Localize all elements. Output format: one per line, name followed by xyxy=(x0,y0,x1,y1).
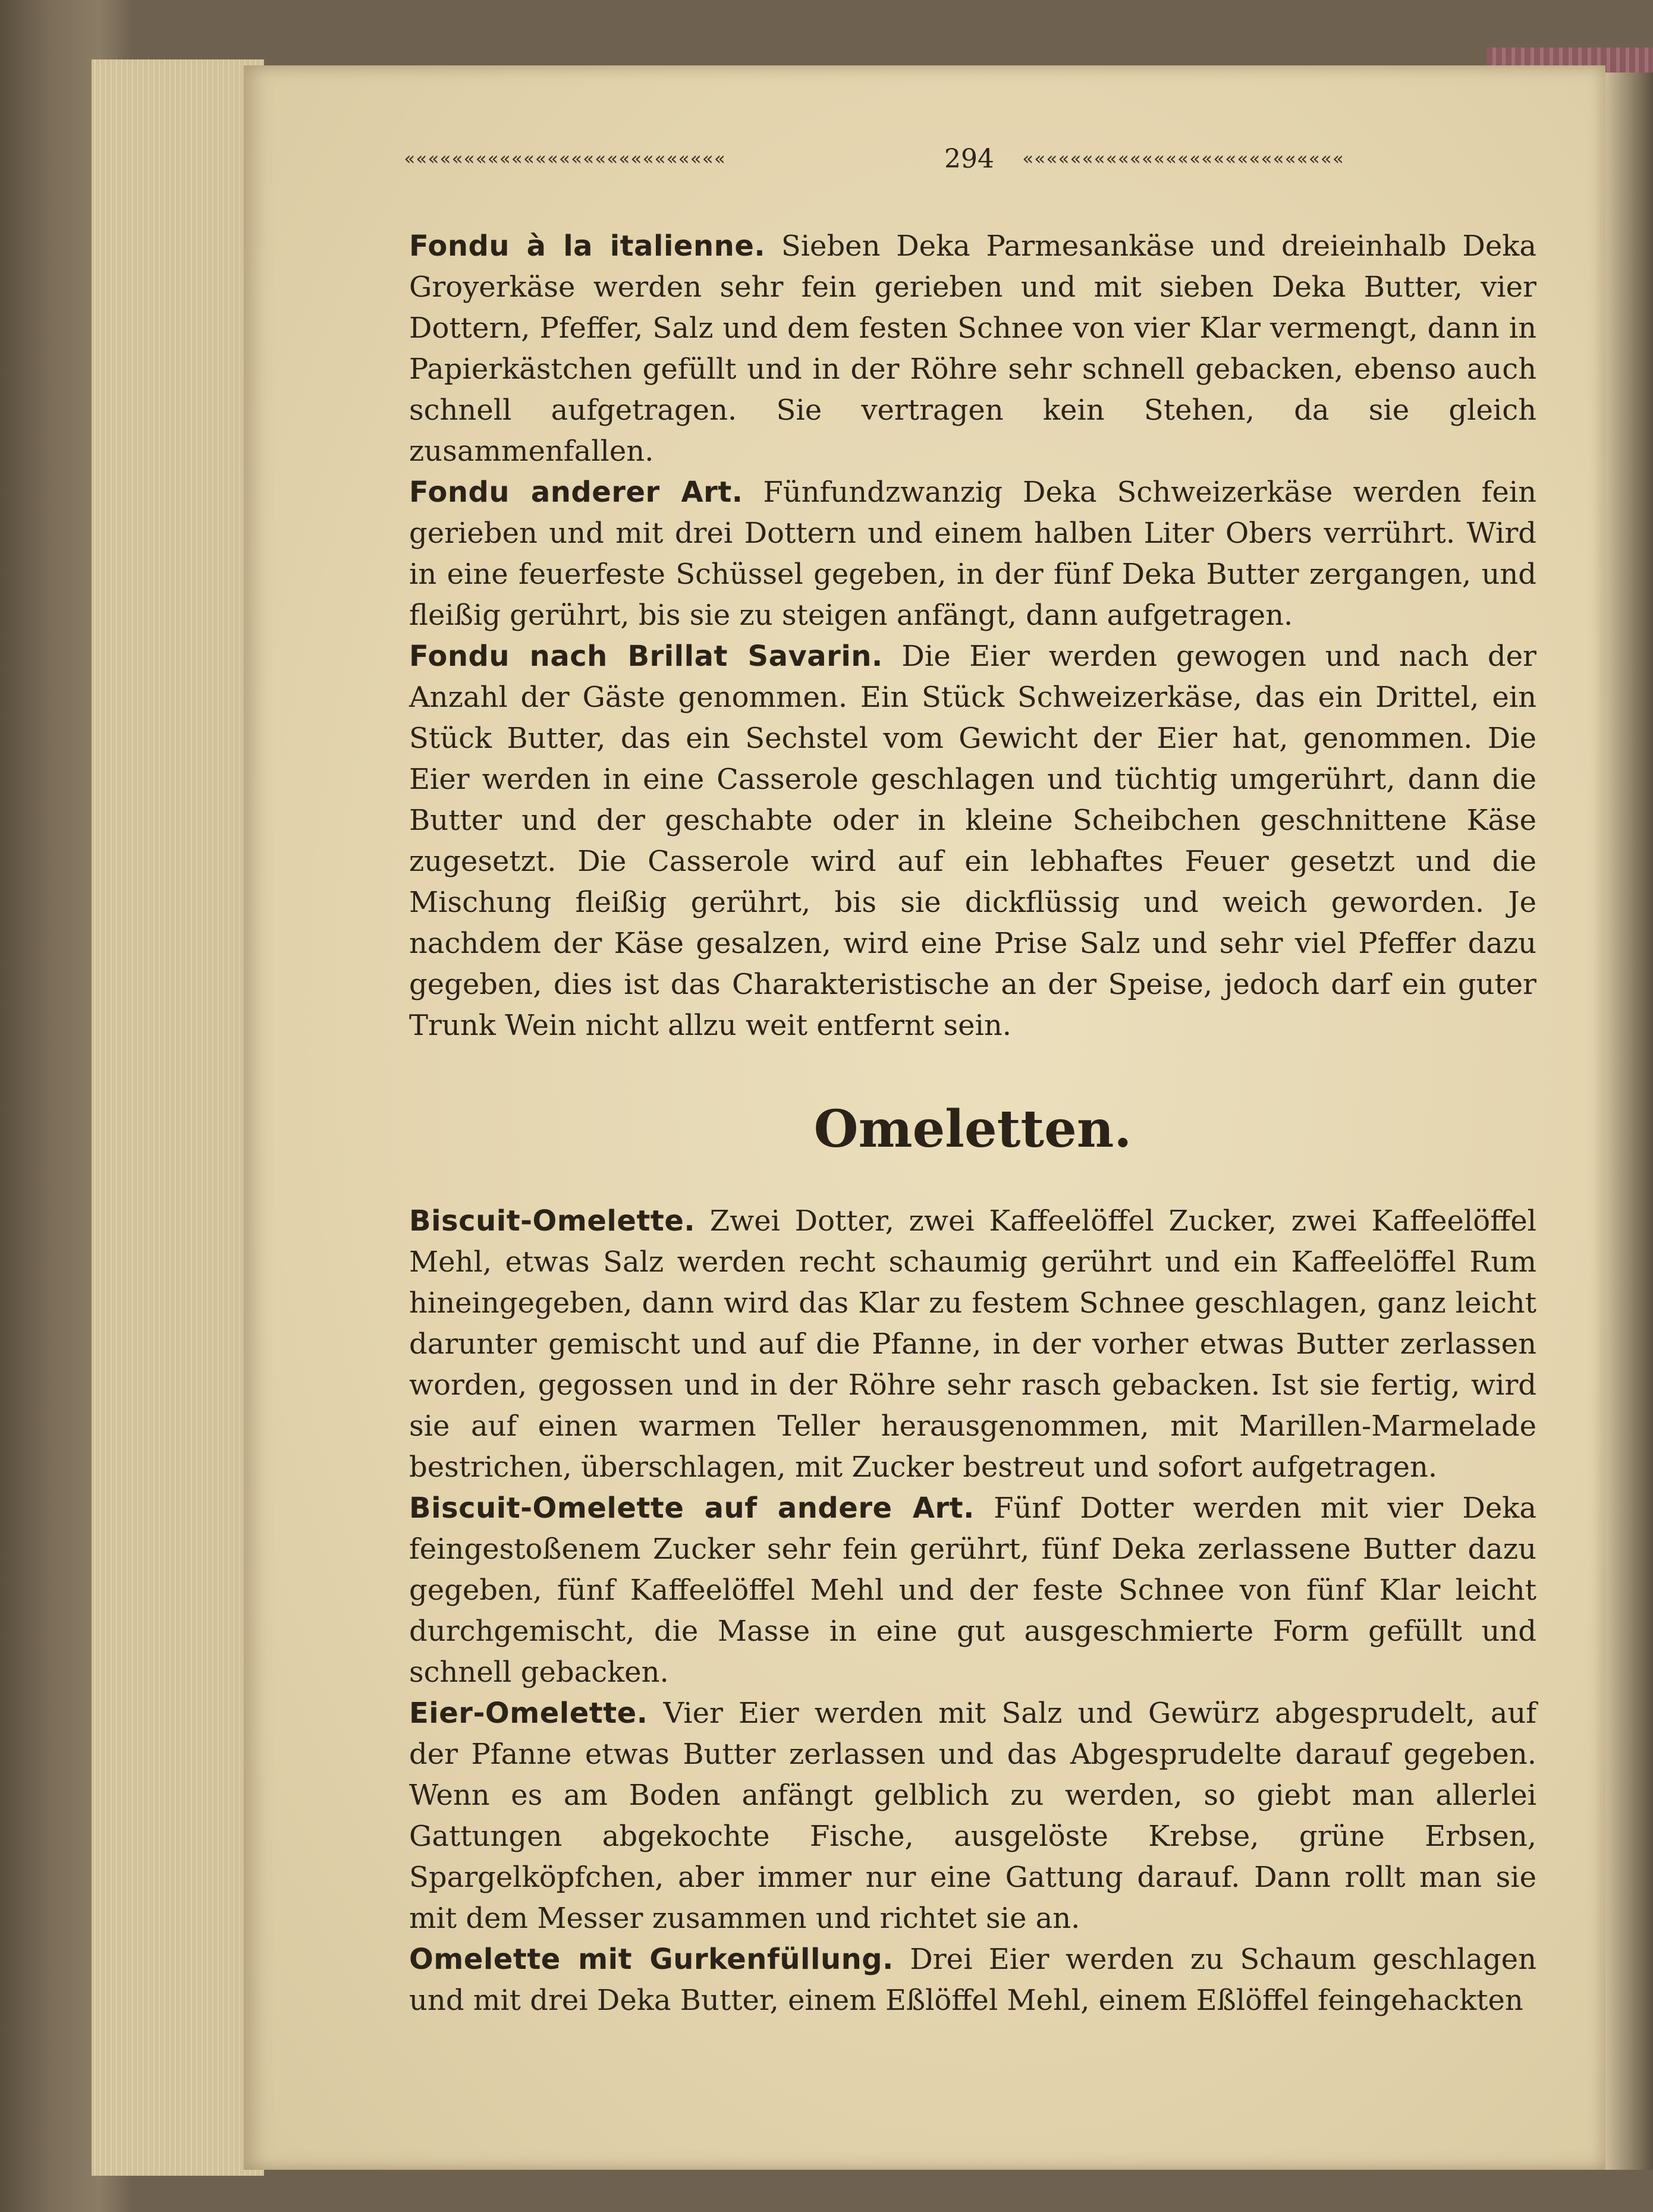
recipe-fondu-brillat-savarin xyxy=(409,636,1536,1046)
header-ornament-left: ««««««««««««««««««««««««««« xyxy=(404,148,727,169)
recipe-text: Vier Eier werden mit Salz und Gewürz abgesprudelt, auf der Pfanne etwas Butter zerlassen und das Abgesprudelte darauf gegeben. Wenn es am Boden anfängt gelblich zu werden, so giebt man allerlei Gattungen abgekochte Fische, ausgelöste Krebse, grüne Erbsen, Spargelköpfchen, aber immer nur eine Gattung darauf. Dann rollt man sie mit dem Messer zusammen und richtet sie an. xyxy=(409,1697,1536,1935)
recipe-text: Drei Eier werden zu Schaum geschlagen und mit drei Deka Butter, einem Eßlöffel Mehl, einem Eßlöffel feingehackten xyxy=(409,1943,1536,2017)
recipe-heading: Fondu à la italienne. xyxy=(409,229,766,263)
recipe-biscuit-omelette xyxy=(409,1201,1536,1488)
page-body xyxy=(409,226,1536,2021)
recipe-text: Zwei Dotter, zwei Kaffeelöffel Zucker, zwei Kaffeelöffel Mehl, etwas Salz werden recht schaumig gerührt und ein Kaffeelöffel Rum hineingegeben, dann wird das Klar zu festem Schnee geschlagen, ganz leicht darunter gemischt und auf die Pfanne, in der vorher etwas Butter zerlassen worden, gegossen und in der Röhre sehr rasch gebacken. Ist sie fertig, wird sie auf einen warmen Teller herausgenommen, mit Marillen-Marmelade bestrichen, überschlagen, mit Zucker bestreut und sofort aufgetragen. xyxy=(409,1204,1536,1484)
header-ornament-right: ««««««««««««««««««««««««««« xyxy=(1022,148,1345,169)
right-page-edge xyxy=(1605,54,1653,2170)
page-number: 294 xyxy=(944,143,994,174)
recipe-heading: Biscuit-Omelette. xyxy=(409,1204,696,1238)
recipe-fondu-anderer-art xyxy=(409,472,1536,636)
recipe-text: Die Eier werden gewogen und nach der Anzahl der Gäste genommen. Ein Stück Schweizerkäse, das ein Drittel, ein Stück Butter, das ein Sechstel vom Gewicht der Eier hat, genommen. Die Eier werden in eine Casserole geschlagen und tüchtig umgerührt, dann die Butter und der geschabte oder in kleine Scheibchen geschnittene Käse zugesetzt. Die Casserole wird auf ein lebhaftes Feuer gesetzt und die Mischung fleißig gerührt, bis sie dickflüssig und weich geworden. Je nachdem der Käse gesalzen, wird eine Prise Salz und sehr viel Pfeffer dazu gegeben, dies ist das Charakteristische an der Speise, jedoch darf ein guter Trunk Wein nicht allzu weit entfernt sein. xyxy=(409,640,1537,1042)
section-title: Omeletten. xyxy=(813,1099,1132,1159)
recipe-heading: Fondu anderer Art. xyxy=(409,476,743,509)
recipe-biscuit-omelette-andere-art xyxy=(409,1488,1536,1693)
recipe-omelette-gurkenfuellung xyxy=(409,1939,1536,2021)
recipe-text: Fünf Dotter werden mit vier Deka feingestoßenem Zucker sehr fein gerührt, fünf Deka zerlassene Butter dazu gegeben, fünf Kaffeelöffel Mehl und der feste Schnee von fünf Klar leicht durchgemischt, die Masse in eine gut ausgeschmierte Form gefüllt und schnell gebacken. xyxy=(409,1492,1537,1689)
recipe-heading: Fondu nach Brillat Savarin. xyxy=(409,640,883,673)
page-edges xyxy=(89,59,264,2176)
recipe-text: Fünfundzwanzig Deka Schweizerkäse werden fein gerieben und mit drei Dottern und einem halben Liter Obers verrührt. Wird in eine feuerfeste Schüssel gegeben, in der fünf Deka Butter zergangen, und fleißig gerührt, bis sie zu steigen anfängt, dann aufgetragen. xyxy=(409,476,1536,632)
recipe-fondu-italienne xyxy=(409,226,1536,472)
recipe-heading: Omelette mit Gurkenfüllung. xyxy=(409,1943,894,1976)
recipe-heading: Eier-Omelette. xyxy=(409,1697,648,1730)
page-header xyxy=(404,138,1534,180)
recipe-eier-omelette xyxy=(409,1693,1536,1939)
recipe-text: Sieben Deka Parmesankäse und dreieinhalb Deka Groyerkäse werden sehr fein gerieben und mit sieben Deka Butter, vier Dottern, Pfeffer, Salz und dem festen Schnee von vier Klar vermengt, dann in Papierkästchen gefüllt und in der Röhre sehr schnell gebacken, ebenso auch schnell aufgetragen. Sie vertragen kein Stehen, da sie gleich zusammenfallen. xyxy=(409,229,1536,468)
recipe-heading: Biscuit-Omelette auf andere Art. xyxy=(409,1492,975,1525)
